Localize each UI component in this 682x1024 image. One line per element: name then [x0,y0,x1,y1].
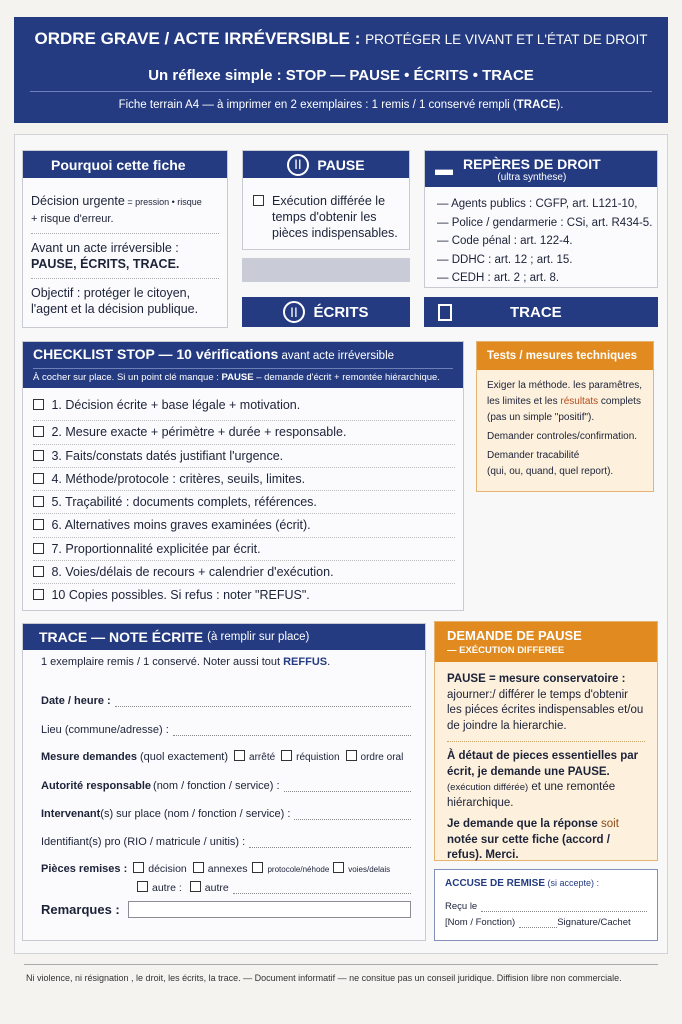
tests-p2: Demander controles/confirmation. [487,431,638,442]
checklist-item[interactable]: 1. Décision écrite + base légale + motivation. [33,398,455,421]
accuse-signature-field[interactable]: [Nom / Fonction) Signature/Cachet [445,917,631,928]
footer-rule [24,964,658,965]
tests-title: Tests / mesures techniques [477,342,653,370]
reperes-item: — Police / gendarmerie : CSi, art. R434-5. [437,216,653,229]
pieces-field: Pièces remises : décision annexes protocole/néhode voies/delais [41,863,391,875]
demande-p3: Je demande que la réponse soit notée sur cette fiche (accord / refus). Merci. [447,818,619,861]
pourquoi-p2: Avant un acte irréversible : PAUSE, ÉCRITS, TRACE. [31,241,180,271]
checklist-item[interactable]: 7. Proportionnalité explicitée par écrit. [33,538,455,561]
checklist-item[interactable]: 5. Traçabilité : documents complets, références. [33,491,455,514]
clipboard-icon [438,304,452,321]
trace-form-header: TRACE — NOTE ÉCRITE (à remplir sur place) [23,624,425,650]
banner-title: ORDRE GRAVE / ACTE IRRÉVERSIBLE : PROTÉGER LE VIVANT ET L'ÉTAT DE DROIT [34,29,648,48]
lieu-field[interactable]: Lieu (commune/adresse) : [41,707,411,736]
checklist-item[interactable]: 3. Faits/constats datés justifiant l'urgence. [33,445,455,468]
pause-icon: || [283,301,305,323]
pause-text: Exécution différée le temps d'obtenir les pièces indispensables. [272,194,398,240]
tests-card [476,341,654,492]
reperes-item: — CEDH : art. 2 ; art. 8. [437,272,560,284]
identifiant-field[interactable]: Identifiant(s) pro (RIO / matricule / unitis) : [41,820,411,848]
accuse-recu-field[interactable]: Reçu le [445,901,647,912]
pourquoi-title: Pourquoi cette fiche [23,151,227,178]
banner-subtitle: Un réflexe simple : STOP — PAUSE • ÉCRITS • TRACE [148,67,534,84]
date-field[interactable]: Date / heure : [41,682,411,707]
reperes-item: — Agents publics : CGFP, art. L121-10, [437,198,638,210]
banner-footer: Fiche terrain A4 — à imprimer en 2 exemplaires : 1 remis / 1 conservé rempli (TRACE). [118,99,564,111]
pause-header: || PAUSE [243,151,409,178]
demande-card [434,621,658,861]
pause-blank-bar [242,258,410,282]
checklist-item[interactable]: 2. Mesure exacte + périmètre + durée + responsable. [33,421,455,444]
tests-p3: Demander tracabilité [487,450,580,461]
remarques-field[interactable]: Remarques : [41,894,411,924]
pourquoi-p1: Décision urgente = pression • risque + risque d'erreur. [31,194,202,225]
mesure-field: Mesure demandes (quol exactement) arrêté réquistion ordre oral [41,751,404,763]
checklist-item[interactable]: 10 Copies possibles. Si refus : noter "REFUS". [33,584,455,607]
pourquoi-p3: Objectif : protéger le citoyen, l'agent et la décision publique. [31,286,199,316]
checklist-item[interactable]: 4. Méthode/protocole : critères, seuils, limites. [33,468,455,491]
pause-icon: || [287,154,309,176]
reperes-card [424,150,658,288]
trace-form-card [22,623,426,941]
accuse-title: ACCUSE DE REMISE (si accepte) : [445,878,600,889]
autorite-field[interactable]: Autorité responsable (nom / fonction / service) : [41,763,411,792]
pause-card [242,150,410,250]
intervenant-field[interactable]: Intervenant (s) sur place (nom / fonction / service) : [41,792,411,820]
pourquoi-card [22,150,228,328]
pieces-autre: autre : autre [41,875,411,894]
folder-icon: ▬ [435,158,453,179]
checklist-card [22,341,464,611]
demande-p1: PAUSE = mesure conservatoire : ajourner:/ différer le temps d'obtenir les piéces écrites indispensables et/ou de joindre la hierarchie. [447,673,644,732]
top-banner [14,17,668,123]
footer-text: Ni violence, ni résignation , le droit, les écrits, la trace. — Document informatif — ne consitue pas un conseil juridique. Diffision libre non commerciale. [26,973,622,983]
demande-header: DEMANDE DE PAUSE — EXÉCUTION DIFFEREE [435,622,657,662]
demande-p2: À détaut de pieces essentielles par écrit, je demande une PAUSE. (exécution différée) et une remontée hiérarchique. [447,750,639,809]
accuse-card [434,869,658,941]
checklist-item[interactable]: 8. Voies/délais de recours + calendrier d'exécution. [33,561,455,584]
tests-p4: (qui, ou, quand, quel report). [487,466,614,477]
reperes-item: — Code pénal : art. 122-4. [437,235,573,247]
tests-p1: Exiger la méthode. les paramêtres, les limites et les résultats complets (pas un simple "positif"). [487,380,643,423]
reperes-item: — DDHC : art. 12 ; art. 15. [437,253,573,266]
checklist-item[interactable]: 6. Alternatives moins graves examinées (écrit). [33,514,455,537]
reperes-header: ▬ REPÈRES DE DROIT (ultra synthese) [425,151,657,187]
trace-form-subtitle: 1 exemplaire remis / 1 conservé. Noter aussi tout REFFUS. [41,656,331,668]
checklist-header: CHECKLIST STOP — 10 vérifications avant acte irréversible À cocher sur place. Si un point clé manque : PAUSE – demande d'écrit + remontée hiérarchique. [23,342,463,388]
trace-bar: TRACE [424,297,658,327]
ecrits-bar: || ÉCRITS [242,297,410,327]
pause-checkbox[interactable] [253,195,264,206]
